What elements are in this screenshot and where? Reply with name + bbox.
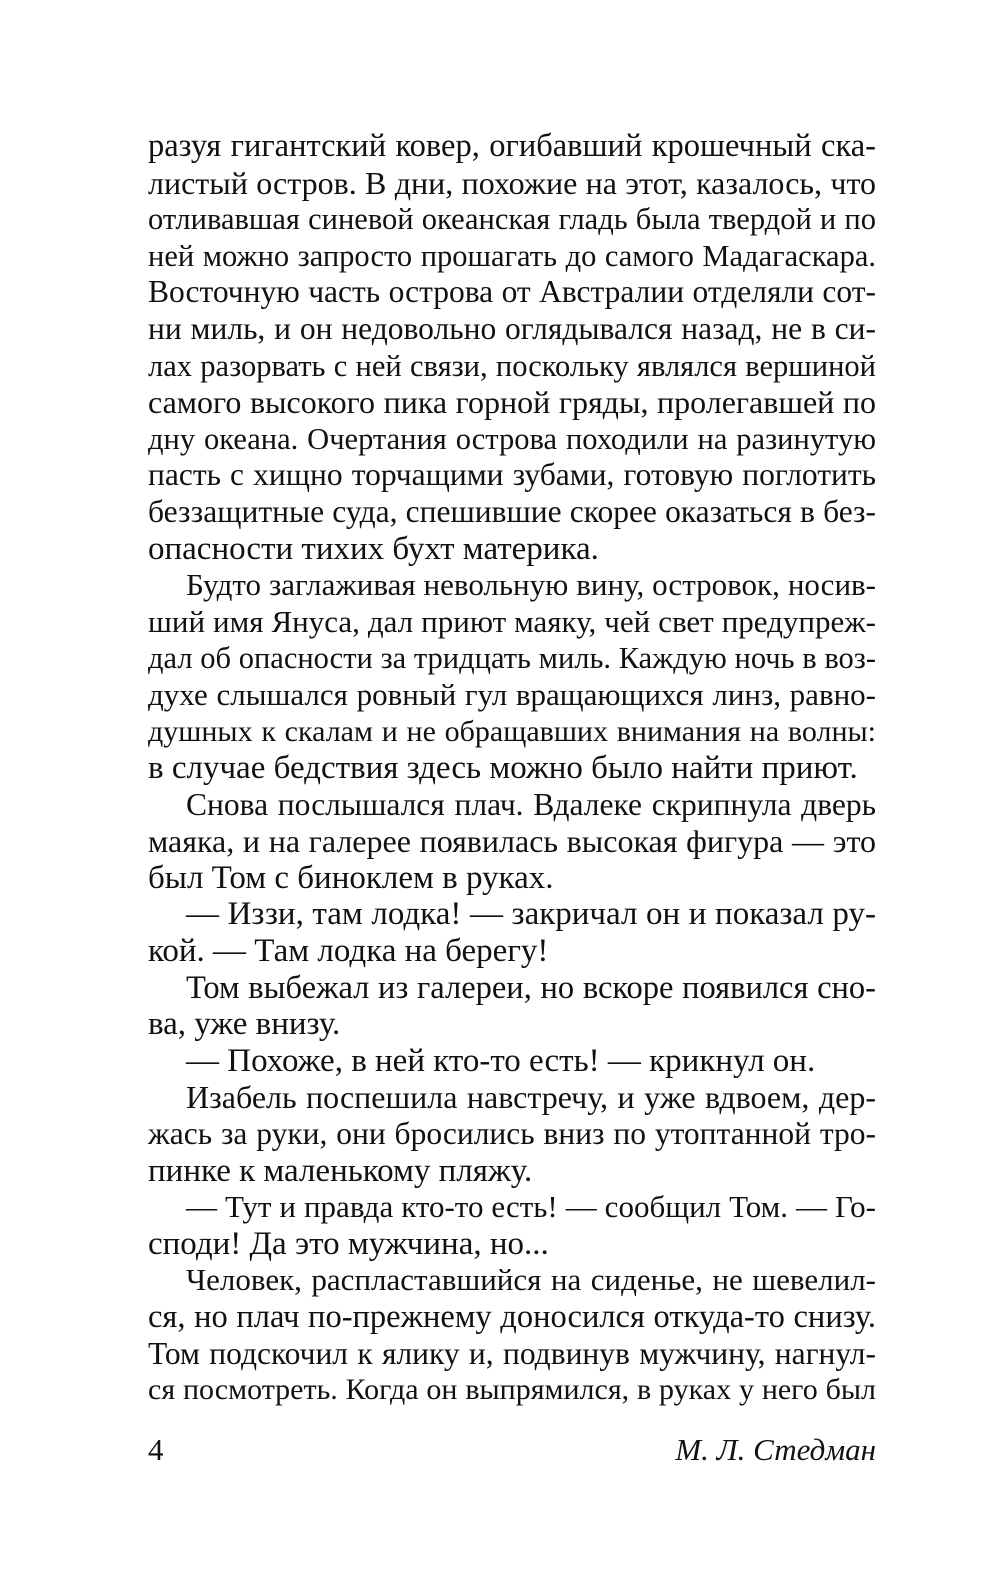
text-line: — Иззи, там лодка! — закричал он и показал ру- xyxy=(186,896,876,933)
text-line: — Похоже, в ней кто-то есть! — крикнул он. xyxy=(186,1042,816,1079)
text-line: Снова послышался плач. Вдалеке скрипнула дверь xyxy=(186,786,876,822)
page-number: 4 xyxy=(148,1432,164,1467)
text-line: — Тут и правда кто-то есть! — сообщил Том. — Го- xyxy=(186,1189,876,1225)
text-line: ший имя Януса, дал приют маяку, чей свет предупреж- xyxy=(148,603,876,639)
text-line: ва, уже внизу. xyxy=(148,1006,341,1043)
text-line: самого высокого пика горной гряды, пролегавшей по xyxy=(148,384,876,421)
text-line: дну океана. Очертания острова походили на разинутую xyxy=(148,421,876,456)
text-line: духе слышался ровный гул вращающихся линз, равно- xyxy=(148,676,876,712)
text-line: кой. — Там лодка на берегу! xyxy=(148,933,549,970)
text-line: ся, но плач по-прежнему доносился откуда-то снизу. xyxy=(148,1299,876,1335)
text-line: ся посмотреть. Когда он выпрямился, в руках у него был xyxy=(148,1373,876,1407)
text-line: лах разорвать с ней связи, поскольку являлся вершиной xyxy=(148,348,876,383)
text-line: Будто заглаживая невольную вину, островок, носив- xyxy=(186,567,876,603)
text-line: душных к скалам и не обращавших внимания на волны: xyxy=(148,714,876,748)
text-line: маяка, и на галерее появилась высокая фигура — это xyxy=(148,823,876,860)
text-line: беззащитные суда, спешившие скорее оказаться в без- xyxy=(148,493,876,529)
text-line: ни миль, и он недовольно оглядывался назад, не в си- xyxy=(148,310,876,346)
text-line: жась за руки, они бросились вниз по утоптанной тро- xyxy=(148,1116,876,1152)
text-line: Восточную часть острова от Австралии отделяли сот- xyxy=(148,274,876,310)
body-text xyxy=(148,128,876,1409)
text-line: был Том с биноклем в руках. xyxy=(148,859,554,896)
text-line: Изабель поспешила навстречу, и уже вдвоем, дер- xyxy=(186,1079,876,1116)
text-line: листый остров. В дни, похожие на этот, казалось, что xyxy=(148,164,876,201)
text-line: Том выбежал из галереи, но вскоре появился сно- xyxy=(186,969,876,1006)
running-head-author: М. Л. Стедман xyxy=(675,1432,876,1467)
text-line: пинке к маленькому пляжу. xyxy=(148,1152,533,1189)
text-line: ней можно запросто прошагать до самого Мадагаскара. xyxy=(148,238,876,273)
text-line: разуя гигантский ковер, огибавший крошечный ска- xyxy=(148,128,876,164)
text-line: дал об опасности за тридцать миль. Каждую ночь в воз- xyxy=(148,641,876,676)
text-line: в случае бедствия здесь можно было найти приют. xyxy=(148,750,858,787)
text-line: отливавшая синевой океанская гладь была твердой и по xyxy=(148,202,876,237)
text-line: Человек, распластавшийся на сиденье, не шевелил- xyxy=(186,1262,876,1298)
text-line: пасть с хищно торчащими зубами, готовую поглотить xyxy=(148,457,876,493)
page-footer xyxy=(148,1430,876,1470)
text-line: опасности тихих бухт материка. xyxy=(148,530,599,567)
text-line: Том подскочил к ялику и, подвинув мужчину, нагнул- xyxy=(148,1335,876,1371)
text-line: споди! Да это мужчина, но... xyxy=(148,1225,549,1262)
